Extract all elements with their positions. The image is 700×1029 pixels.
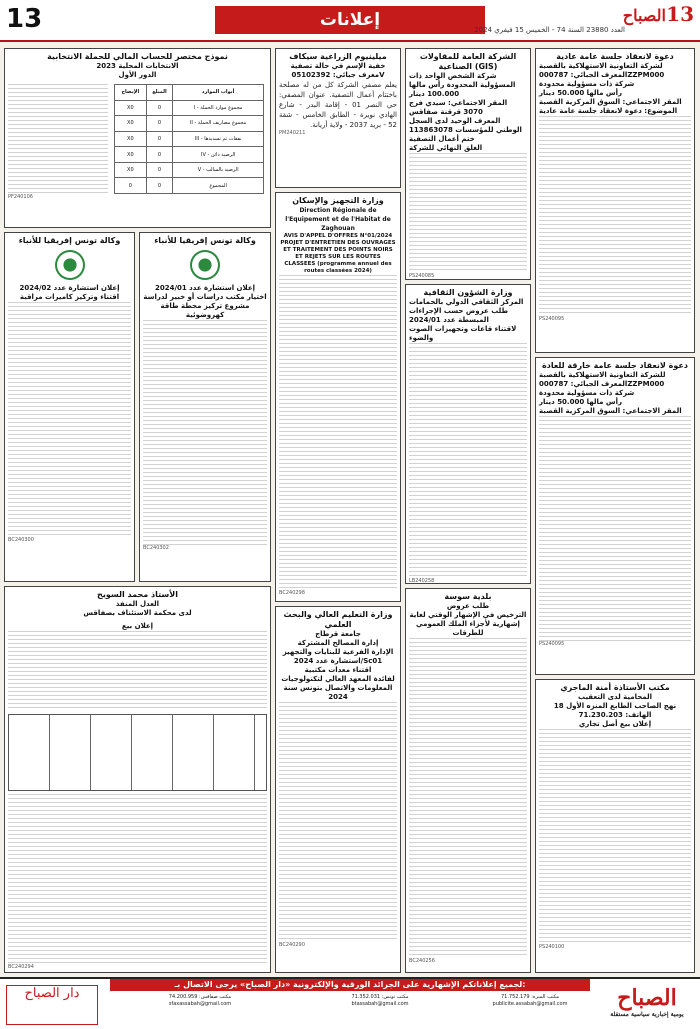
ad-title: دعوة لانعقاد جلسة عامة خارقة للعادة [542,361,688,370]
office-email[interactable]: sfaxassabah@gmail.com [168,1001,232,1007]
table-cell: III - نفقات تم تسديدها [173,131,264,147]
ad-headquarters: المقر الاجتماعي: السوق المركزية القصبة [539,98,682,106]
footer-logo-assabah [598,985,696,1023]
ad-code: BC240290 [279,942,305,948]
ad-body-text [539,729,691,944]
newspaper-logo [606,2,696,38]
table-header: المبلغ [146,85,173,101]
ad-capital: رأس مالها 50.000 دينار [539,89,623,97]
ad-code: PS240100 [539,944,565,950]
ad-heading: إعلان بيع أصل تجاري [578,720,652,728]
ad-code: BC240256 [409,958,435,964]
table-row [115,116,264,132]
ad-address: 18 نهج الصاحب الطابع المنزه الأول [553,702,677,710]
ad-tax-id: المعرف الجبائي: 000787ZZPM000 [539,71,665,79]
page-number: 13 [6,4,43,34]
ad-general-assembly-ordinary [535,48,695,353]
table-cell: I - مجموع موارد الحملة [173,100,264,116]
ad-title: ميلينيوم الزراعية سيكاف [289,52,387,61]
ad-body-text [539,416,691,641]
ad-subtitle: للشركة التعاونية الاستهلاكية بالقصبة [539,371,666,379]
ad-title: وكالة تونس إفريقيا للأنباء [18,236,121,245]
table-cell: 0 [146,100,173,116]
ad-body-text [409,343,527,578]
table-cell: X0 [115,100,147,116]
ad-subtitle: المركز الثقافي الدولي بالحمامات [409,298,524,306]
ad-headquarters: المقر الاجتماعي: السوق المركزية القصبة [539,407,682,415]
ad-subtitle: شركة الشخص الواحد ذات المسؤولية المحدودة رأس مالها 100.000 دينار [409,72,516,98]
ad-court: لدى محكمة الاستئناف بصفاقس [83,609,192,617]
ad-code: BC240294 [8,964,34,970]
ad-title: وزارة الشؤون الثقافية [423,288,513,297]
section-title: إعلانات [215,6,485,34]
ad-body-text [279,702,397,942]
ad-subtitle: خفية الإسم في حالة تصفية [290,62,386,70]
table-cell: X0 [115,131,147,147]
table-row [115,178,264,194]
table-cell: X0 [115,116,147,132]
table-header: الإيضاح [115,85,147,101]
ad-body-text [409,153,527,273]
office-email[interactable]: publicite.assabah@gmail.com [492,1001,568,1007]
ad-subtitle: العدل المنفذ [115,600,160,608]
table-row [115,147,264,163]
issue-info: العدد 23880 السنة 74 - الخميس 15 فيفري 2024 [474,26,625,34]
ad-sousse-municipality [405,588,531,973]
table-header: أبواب الموارد [173,85,264,101]
ad-tender-title-fr: AVIS D'APPEL D'OFFRES N°01/2024 PROJET D'ENTRETIEN DES OUVRAGES ET TRAITEMENT DES POINTS NOIRS ET REJETS SUR LES ROUTES CLASSEES (programme annuel des routes classées 2024) [280,233,396,274]
ad-lawyer-sale [535,679,695,973]
ad-title: الأستاذ محمد السويح [97,590,178,599]
ad-capital: رأس مالها 50.000 دينار [539,398,623,406]
ad-code: PS240095 [539,316,565,322]
ad-subtitle-fr: Direction Régionale de l'Equipement et de l'Habitat de Zaghouan [285,207,391,232]
ad-consultation-number: إعلان استشارة عدد 2024/02 [19,284,120,292]
ad-body-text [143,320,267,545]
ad-code: PS240085 [409,273,435,279]
ad-subtitle-3: الإدارة الفرعية للبنايات والتجهيز [282,648,394,656]
table-cell: IV - الرصيد دائن [173,147,264,163]
table-cell: 0 [146,147,173,163]
ad-tap-cameras [4,232,135,582]
ad-subtitle-2: إدارة المصالح المشتركة [297,639,379,647]
ad-body-text [409,638,527,958]
ad-object: الموضوع: دعوة لانعقاد جلسة عامة عادية [539,107,678,115]
ad-consultation-number: استشارة عدد 2024/Sc01 [293,657,383,665]
ad-body-text: يعلم مصفي الشركة كل من له مصلحة باختتام أعمال التصفية. عنوان المصفي: حي النصر 01 - إقامة البدر - شارع الهادي نويرة - الطابق الخامس - شقة 52 - بريد 2037 - ولاية أريانة. [279,81,398,129]
logo-name: الصباح [622,6,666,25]
ad-company-type: شركة ذات مسؤولية محدودة [539,389,635,397]
office-phone: مكتب المنزه: 71.752.179 [500,994,560,1000]
table-cell: المجموع [173,178,264,194]
ad-title: وزارة التعليم العالي والبحث العلمي [283,610,393,629]
ad-object: اقتناء معدات مكتبية [304,666,372,674]
office-phone: مكتب تونس: 71.352.031 [351,994,409,1000]
ad-code: PF240106 [8,194,33,200]
ad-election-financial-account [4,48,271,228]
table-cell: V - الرصيد بالسالب [173,162,264,178]
footer-logo-name: الصباح [617,985,677,1011]
ad-body-text [539,116,691,316]
table-cell: 0 [115,178,147,194]
footer-banner: لجميع إعلاناتكم الإشهارية على الجرائد الورقية والإلكترونية «دار الصباح» يرجى الاتصال بـ: [110,979,590,991]
table-cell: X0 [115,147,147,163]
ad-code: BC240302 [143,545,169,551]
ad-higher-education [275,606,401,973]
ad-subtitle: الانتخابات المحلية 2023 [96,62,179,70]
table-cell: 0 [146,162,173,178]
footer-logo-dar-assabah: دار الصباح [6,985,98,1025]
office-phone: مكتب صفاقس: 74.200.959 [168,994,232,1000]
table-row [115,162,264,178]
ad-gis-liquidation [405,48,531,280]
footer-office-tunis [300,994,460,1008]
ad-tender-number: طلب عروض حسب الإجراءات المبسطة عدد 2024/01 [409,307,509,324]
ad-subtitle: طلب عروض [446,602,490,610]
footer-tagline: يومية إخبارية سياسية مستقلة [610,1011,684,1018]
ad-body-text [8,631,267,711]
ad-culture-tender [405,284,531,584]
ad-code: BC240300 [8,537,34,543]
ad-beneficiary: لفائدة المعهد العالي لتكنولوجيات المعلومات والاتصال بتونس سنة 2024 [281,675,395,701]
ad-subtitle: جامعة قرطاج [315,630,361,638]
ad-bailiff-sale [4,586,271,973]
tap-logo [190,250,220,280]
table-cell: 0 [146,178,173,194]
table-row [115,100,264,116]
ad-headquarters: المقر الاجتماعي: سيدي فرج 3070 قرقنة صفاقس [409,99,508,116]
ad-subtitle: المحامية لدى التعقيب [578,693,652,701]
table-cell: II - مجموع مصاريف الحملة [173,116,264,132]
ad-object: لاقتناء قاعات وتجهيزات الصوت والضوء [409,325,517,342]
ad-consultation-number: إعلان استشارة عدد 2024/01 [154,284,256,292]
tap-logo [55,250,85,280]
ad-body-text [279,275,397,590]
ad-registry: المعرف الوحيد لدى السجل الوطني للمؤسسات 113863078 [409,117,522,134]
ad-title: الشركة العامة للمقاولات الصناعية (GIS) [419,52,517,71]
ad-code: LB240258 [409,578,435,584]
ad-title: دعوة لانعقاد جلسة عامة عادية [556,52,674,61]
sale-table [8,714,267,791]
ad-title: مكتب الأستاذة أمنة الماجري [560,683,670,692]
ad-round: الدور الأول [118,71,157,79]
ad-heading-2: الغلق النهائي للشركة [409,144,483,152]
logo-number: 13 [666,2,694,26]
office-email[interactable]: btassabah@gmail.com [351,1001,409,1007]
ad-subtitle: لشركة التعاونية الاستهلاكية بالقصبة [539,62,663,70]
ad-body-text-2 [8,794,267,964]
ad-title: بلدية سوسة [444,592,492,601]
table-cell: 0 [146,116,173,132]
ad-general-assembly-extraordinary [535,357,695,675]
ad-object: اقتناء وتركيز كاميرات مراقبة [19,293,120,301]
ad-code: BC240298 [279,590,305,596]
ad-equipment-tender [275,192,401,602]
ad-tax-id: المعرف الجبائي: 000787ZZPM000 [539,380,665,388]
accounts-table [114,84,264,194]
ad-side-text [8,84,108,194]
ad-tap-solar-study [139,232,271,582]
ad-company-type: شركة ذات مسؤولية محدودة [539,80,635,88]
ad-tax-id: معرف جبائي: 05102392V [291,71,385,79]
ad-code: PS240095 [539,641,565,647]
ad-title: وكالة تونس إفريقيا للأنباء [154,236,256,245]
ad-title: وزارة التجهيز والإسكان [292,196,384,205]
ad-phone: الهاتف: 71.230.203 [578,711,652,719]
ad-body-text [8,302,131,537]
ad-millenium-liquidation [275,48,401,188]
ad-object: الترخيص في الإشهار الوقتي لغاية إشهارية لأجزاء الملك العمومي للطرقات [409,611,527,637]
ad-heading: إعلان بيع [121,622,154,630]
ad-code: PM240211 [279,130,306,136]
ad-object: اختيار مكتب دراسات أو خبير لدراسة مشروع تركيز محطة طاقة كهروضوئية [143,293,267,319]
footer-office-sfax [110,994,290,1008]
footer-office-menzah [470,994,590,1008]
table-cell: 0 [146,131,173,147]
ad-title: نموذج مختصر للحساب المالي للحملة الانتخابية [47,52,228,61]
ad-heading: ختم أعمال التصفية [409,135,475,143]
table-row [115,131,264,147]
table-cell: X0 [115,162,147,178]
